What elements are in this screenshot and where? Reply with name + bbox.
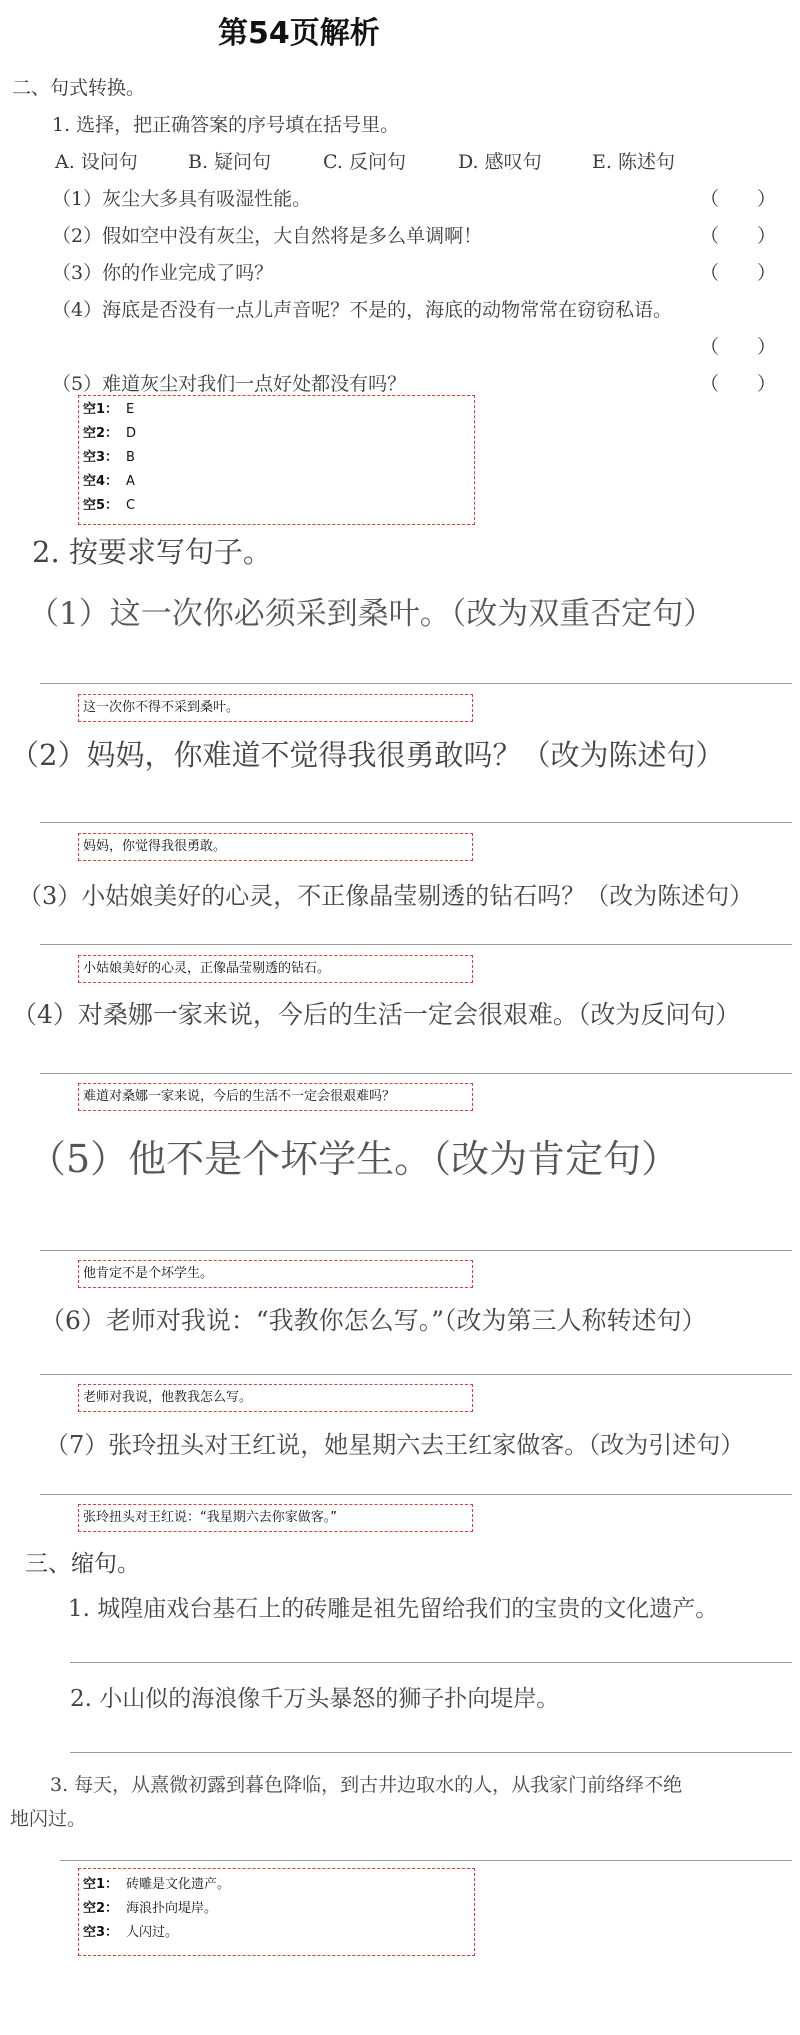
q2-answer-5: 他肯定不是个坏学生。	[78, 1260, 473, 1288]
answer-line	[40, 822, 792, 823]
option-e: E. 陈述句	[592, 151, 675, 173]
answer-paren: （ ）	[700, 225, 777, 247]
q2-item-4: （4）对桑娜一家来说，今后的生活一定会很艰难。（改为反问句）	[12, 1000, 741, 1029]
answer-value: B	[126, 450, 135, 465]
s3-item-3-continued: 地闪过。	[10, 1808, 87, 1830]
answer-value: D	[126, 426, 137, 441]
answer-label: 空2：	[83, 426, 119, 441]
section-3-heading: 三、缩句。	[25, 1551, 140, 1577]
answer-label: 空1：	[83, 402, 119, 417]
answer-value: A	[126, 474, 135, 489]
q1-answer-box	[78, 395, 475, 525]
answer-row	[79, 398, 474, 422]
answer-label: 空1：	[83, 1877, 119, 1892]
q2-item-5: （5）他不是个坏学生。（改为肯定句）	[28, 1137, 680, 1181]
answer-line	[70, 1752, 792, 1753]
q2-item-1: （1）这一次你必须采到桑叶。（改为双重否定句）	[28, 596, 715, 632]
answer-paren: （ ）	[700, 336, 777, 358]
answer-value: C	[126, 498, 136, 513]
answer-row	[79, 494, 474, 518]
q2-answer-7: 张玲扭头对王红说：“我星期六去你家做客。”	[78, 1504, 473, 1532]
option-b: B. 疑问句	[188, 151, 272, 173]
q1-item-2: （2）假如空中没有灰尘，大自然将是多么单调啊！	[52, 225, 483, 247]
answer-label: 空4：	[83, 474, 119, 489]
answer-line	[40, 944, 792, 945]
question-2-heading: 2. 按要求写句子。	[32, 535, 272, 569]
answer-row	[79, 470, 474, 494]
s3-item-1: 1. 城隍庙戏台基石上的砖雕是祖先留给我们的宝贵的文化遗产。	[68, 1596, 719, 1622]
q2-answer-6: 老师对我说，他教我怎么写。	[78, 1384, 473, 1412]
option-c: C. 反问句	[323, 151, 406, 173]
answer-line	[40, 1374, 792, 1375]
q2-answer-3: 小姑娘美好的心灵，正像晶莹剔透的钻石。	[78, 955, 473, 983]
answer-label: 空3：	[83, 450, 119, 465]
answer-row	[79, 1921, 474, 1945]
q2-item-7: （7）张玲扭头对王红说，她星期六去王红家做客。（改为引述句）	[45, 1431, 745, 1459]
answer-line	[40, 683, 792, 684]
answer-value: 人闪过。	[126, 1925, 179, 1940]
answer-row	[79, 422, 474, 446]
answer-paren: （ ）	[700, 373, 777, 395]
answer-row	[79, 1873, 474, 1897]
answer-line	[40, 1250, 792, 1251]
q2-answer-2: 妈妈，你觉得我很勇敢。	[78, 833, 473, 861]
option-a: A. 设问句	[55, 151, 138, 173]
answer-row	[79, 1897, 474, 1921]
answer-value: 海浪扑向堤岸。	[126, 1901, 218, 1916]
q1-item-5: （5）难道灰尘对我们一点好处都没有吗？	[52, 373, 407, 395]
answer-row	[79, 446, 474, 470]
answer-label: 空5：	[83, 498, 119, 513]
page-title: 第54页解析	[218, 16, 380, 51]
option-d: D. 感叹句	[458, 151, 542, 173]
answer-label: 空2：	[83, 1901, 119, 1916]
answer-line	[40, 1494, 792, 1495]
q2-item-2: （2）妈妈，你难道不觉得我很勇敢吗？（改为陈述句）	[10, 738, 725, 772]
s3-item-2: 2. 小山似的海浪像千万头暴怒的狮子扑向堤岸。	[70, 1686, 560, 1712]
q2-item-6: （6）老师对我说：“我教你怎么写。”（改为第三人称转述句）	[40, 1306, 707, 1335]
q2-answer-4: 难道对桑娜一家来说，今后的生活不一定会很艰难吗？	[78, 1083, 473, 1111]
q1-item-3: （3）你的作业完成了吗？	[52, 262, 274, 284]
answer-label: 空3：	[83, 1925, 119, 1940]
section-2-heading: 二、句式转换。	[12, 77, 146, 99]
question-1-prompt: 1. 选择，把正确答案的序号填在括号里。	[52, 114, 400, 136]
answer-line	[60, 1860, 792, 1861]
answer-line	[40, 1073, 792, 1074]
answer-line	[70, 1662, 792, 1663]
answer-paren: （ ）	[700, 188, 777, 210]
s3-item-3: 3. 每天，从熹微初露到暮色降临，到古井边取水的人，从我家门前络绎不绝	[50, 1774, 683, 1796]
q2-answer-1: 这一次你不得不采到桑叶。	[78, 694, 473, 722]
s3-answer-box	[78, 1868, 475, 1956]
answer-value: 砖雕是文化遗产。	[126, 1877, 231, 1892]
q1-item-4: （4）海底是否没有一点儿声音呢？不是的，海底的动物常常在窃窃私语。	[52, 299, 673, 321]
answer-value: E	[126, 402, 135, 417]
answer-paren: （ ）	[700, 262, 777, 284]
q1-item-1: （1）灰尘大多具有吸湿性能。	[52, 188, 312, 210]
q2-item-3: （3）小姑娘美好的心灵，不正像晶莹剔透的钻石吗？（改为陈述句）	[18, 882, 754, 910]
